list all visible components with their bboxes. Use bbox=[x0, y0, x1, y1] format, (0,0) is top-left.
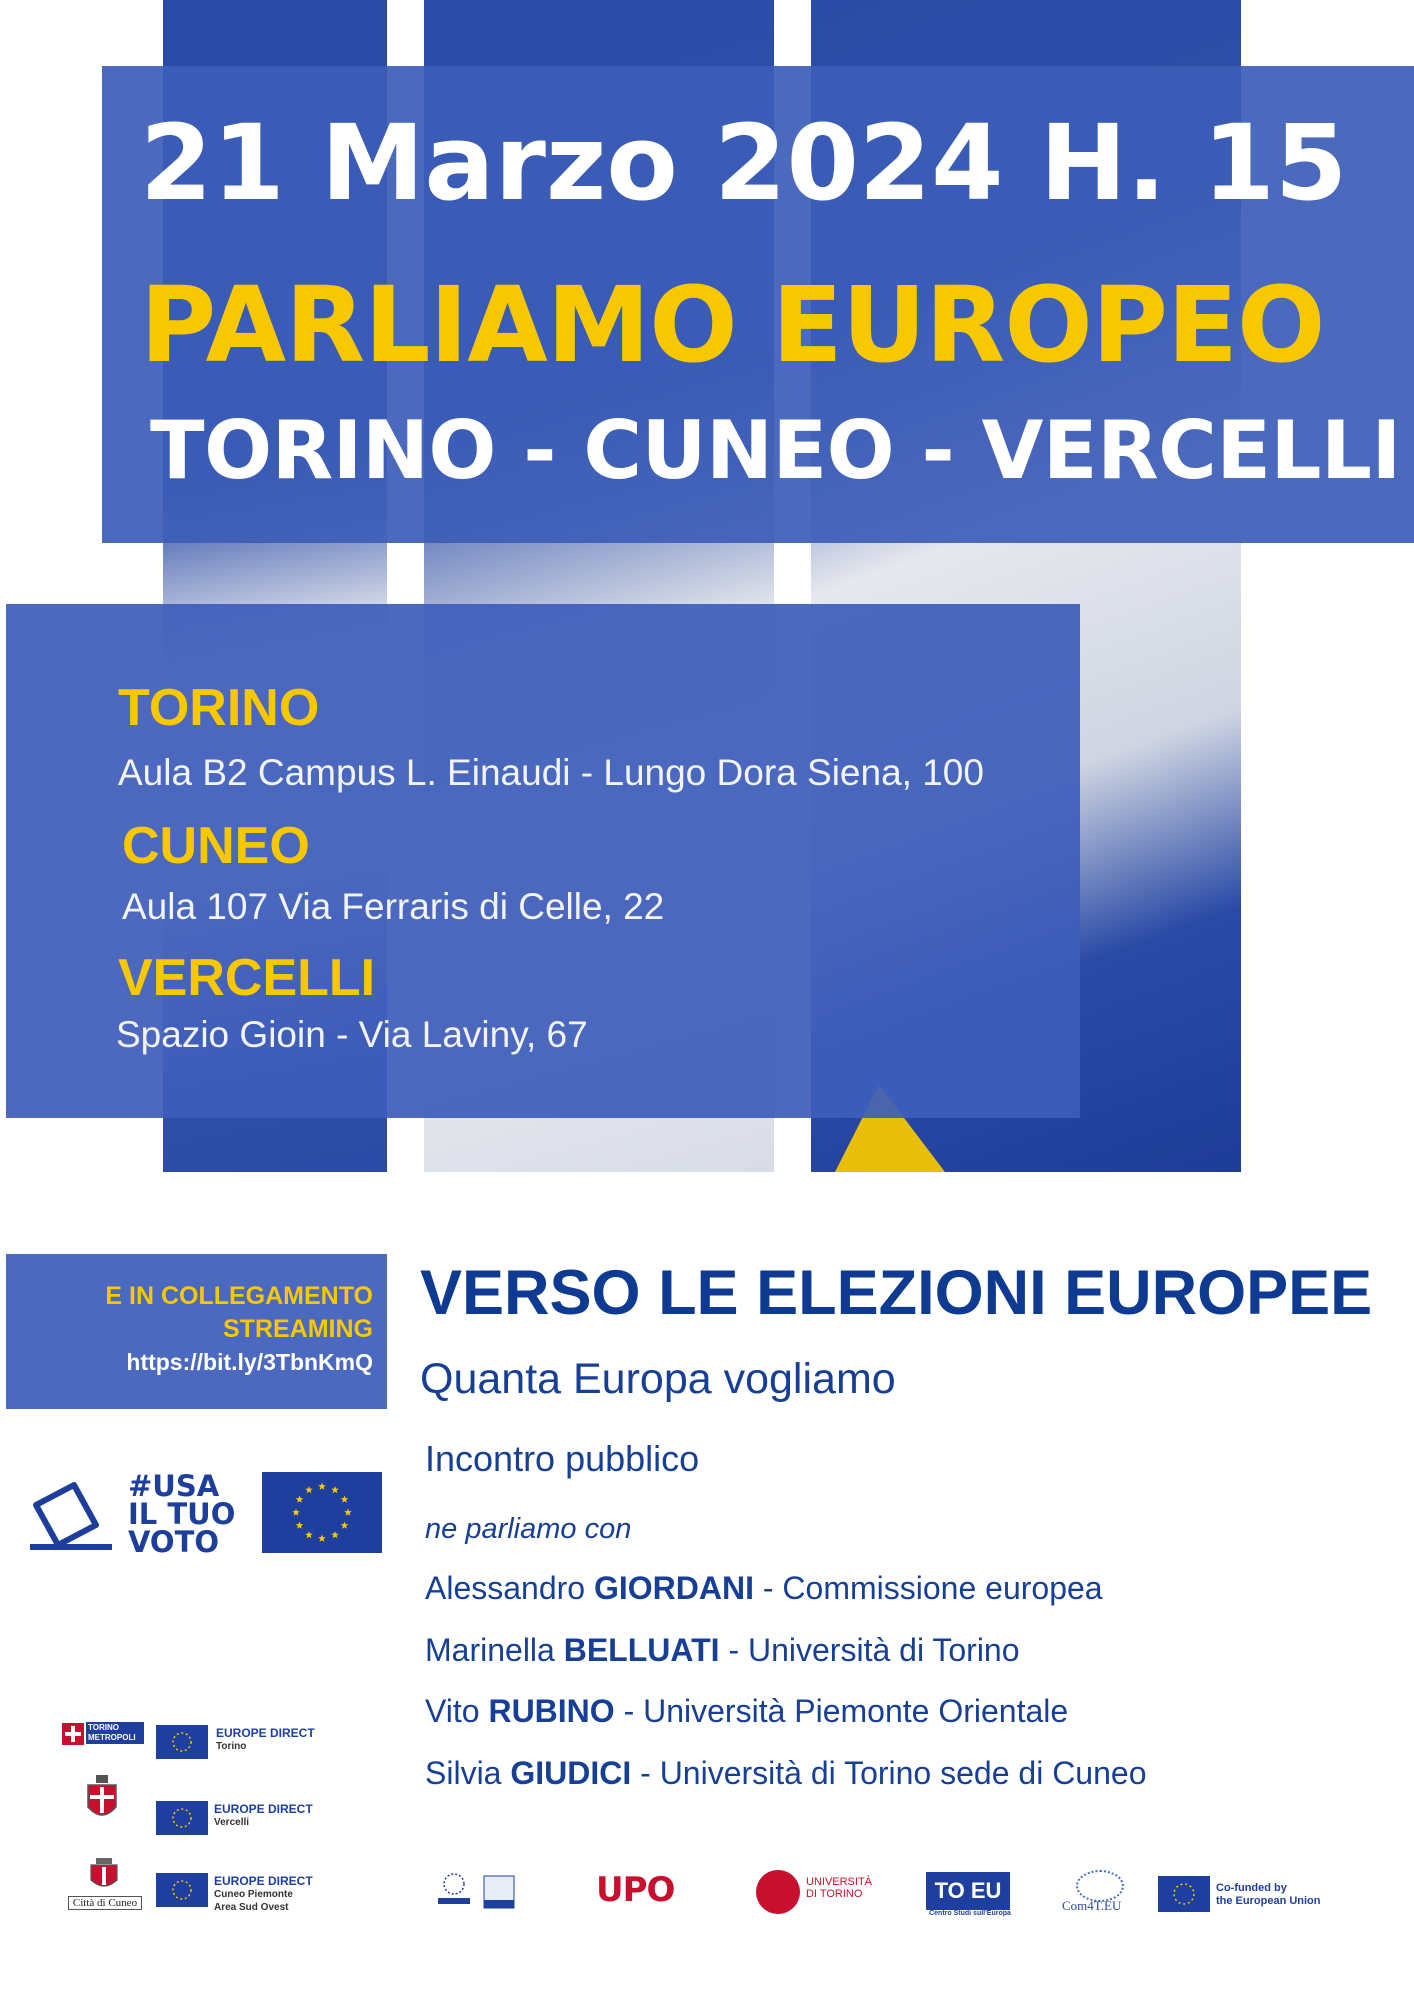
europe-direct-city: Cuneo Piemonte bbox=[214, 1889, 293, 1900]
eu-flag-icon bbox=[1158, 1876, 1210, 1912]
speaker-first-name: Silvia bbox=[425, 1755, 511, 1791]
citta-di-cuneo-logo bbox=[64, 1858, 144, 1914]
campaign-line-1: #USA bbox=[128, 1469, 220, 1503]
event-title: PARLIAMO EUROPEO bbox=[140, 264, 1325, 386]
venue-address-cuneo: Aula 107 Via Ferraris di Celle, 22 bbox=[122, 886, 665, 927]
event-cities: TORINO - CUNEO - VERCELLI bbox=[150, 404, 1401, 497]
vercelli-coat-of-arms-icon bbox=[82, 1775, 122, 1827]
universita-torino-logo bbox=[756, 1870, 873, 1916]
speaker-affiliation: - Università di Torino sede di Cuneo bbox=[631, 1755, 1147, 1791]
ballot-box-icon bbox=[30, 1475, 114, 1553]
com4t-label: Com4T.EU bbox=[1062, 1898, 1122, 1913]
venue-city-vercelli: VERCELLI bbox=[118, 949, 376, 1007]
speaker-affiliation: - Università di Torino bbox=[719, 1632, 1020, 1668]
venue-city-cuneo: CUNEO bbox=[122, 817, 310, 875]
event-heading: VERSO LE ELEZIONI EUROPEE bbox=[420, 1258, 1373, 1328]
com4t-logo bbox=[1058, 1870, 1138, 1916]
speaker-first-name: Marinella bbox=[425, 1632, 564, 1668]
speaker-3 bbox=[425, 1693, 1068, 1730]
speaker-last-name: GIUDICI bbox=[510, 1755, 632, 1791]
speaker-first-name: Alessandro bbox=[425, 1570, 594, 1606]
upo-label: UPO bbox=[596, 1870, 675, 1910]
toeu-label: TO EU bbox=[926, 1872, 1010, 1910]
europe-direct-vercelli bbox=[214, 1803, 313, 1829]
speakers-intro: ne parliamo con bbox=[425, 1513, 632, 1545]
cofunded-line-2: the European Union bbox=[1216, 1895, 1321, 1907]
eu-flag-icon bbox=[156, 1801, 208, 1835]
streaming-line-2: STREAMING bbox=[223, 1315, 373, 1343]
europe-direct-cuneo bbox=[214, 1875, 313, 1914]
streaming-line-1: E IN COLLEGAMENTO bbox=[105, 1282, 373, 1310]
torino-metropoli-label: TORINO METROPOLI bbox=[86, 1722, 144, 1744]
venues-panel bbox=[6, 604, 1080, 1118]
venue-city-torino: TORINO bbox=[118, 679, 320, 737]
speaker-4 bbox=[425, 1755, 1146, 1792]
toeu-logo bbox=[926, 1872, 1014, 1924]
event-date-time: 21 Marzo 2024 H. 15 bbox=[140, 102, 1348, 224]
event-subheading: Quanta Europa vogliamo bbox=[420, 1355, 896, 1403]
cuneo-coat-of-arms-icon bbox=[88, 1858, 120, 1892]
upo-logo bbox=[596, 1870, 690, 1916]
speaker-last-name: GIORDANI bbox=[593, 1570, 754, 1606]
europe-direct-torino bbox=[216, 1727, 315, 1753]
venue-address-torino: Aula B2 Campus L. Einaudi - Lungo Dora Siena, 100 bbox=[118, 752, 984, 793]
speaker-first-name: Vito bbox=[425, 1693, 489, 1729]
europe-direct-label: EUROPE DIRECT bbox=[214, 1802, 313, 1816]
eu-flag-icon bbox=[156, 1725, 208, 1759]
cofunded-label bbox=[1216, 1882, 1321, 1908]
streaming-link[interactable]: https://bit.ly/3TbnKmQ bbox=[126, 1349, 373, 1375]
speaker-1 bbox=[425, 1570, 1103, 1607]
speaker-2 bbox=[425, 1632, 1020, 1669]
europe-direct-label: EUROPE DIRECT bbox=[216, 1726, 315, 1740]
speaker-affiliation: - Università Piemonte Orientale bbox=[614, 1693, 1069, 1729]
speaker-last-name: BELLUATI bbox=[563, 1632, 720, 1668]
europe-direct-area: Area Sud Ovest bbox=[214, 1902, 289, 1913]
citta-di-cuneo-label: Città di Cuneo bbox=[68, 1896, 142, 1910]
europe-direct-label: EUROPE DIRECT bbox=[214, 1874, 313, 1888]
cofunded-line-1: Co-funded by bbox=[1216, 1882, 1287, 1894]
unito-label-1: UNIVERSITÀ bbox=[806, 1876, 873, 1888]
eu-flag-icon bbox=[262, 1472, 382, 1553]
europe-direct-city: Torino bbox=[216, 1741, 247, 1752]
torino-metropoli-logo bbox=[62, 1720, 144, 1756]
campaign-line-3: VOTO bbox=[128, 1525, 220, 1559]
europe-direct-network-logo-icon bbox=[432, 1870, 522, 1912]
campaign-line-2: IL TUO bbox=[128, 1497, 236, 1531]
unito-seal-icon bbox=[756, 1870, 800, 1914]
speaker-last-name: RUBINO bbox=[488, 1693, 615, 1729]
event-type: Incontro pubblico bbox=[425, 1438, 700, 1479]
speaker-affiliation: - Commissione europea bbox=[753, 1570, 1103, 1606]
streaming-box bbox=[6, 1254, 387, 1409]
eu-flag-icon bbox=[156, 1873, 208, 1907]
unito-label-2: DI TORINO bbox=[806, 1888, 863, 1900]
toeu-sublabel: Centro Studi sull'Europa bbox=[929, 1910, 1011, 1917]
venue-address-vercelli: Spazio Gioin - Via Laviny, 67 bbox=[116, 1014, 588, 1055]
europe-direct-city: Vercelli bbox=[214, 1817, 250, 1828]
